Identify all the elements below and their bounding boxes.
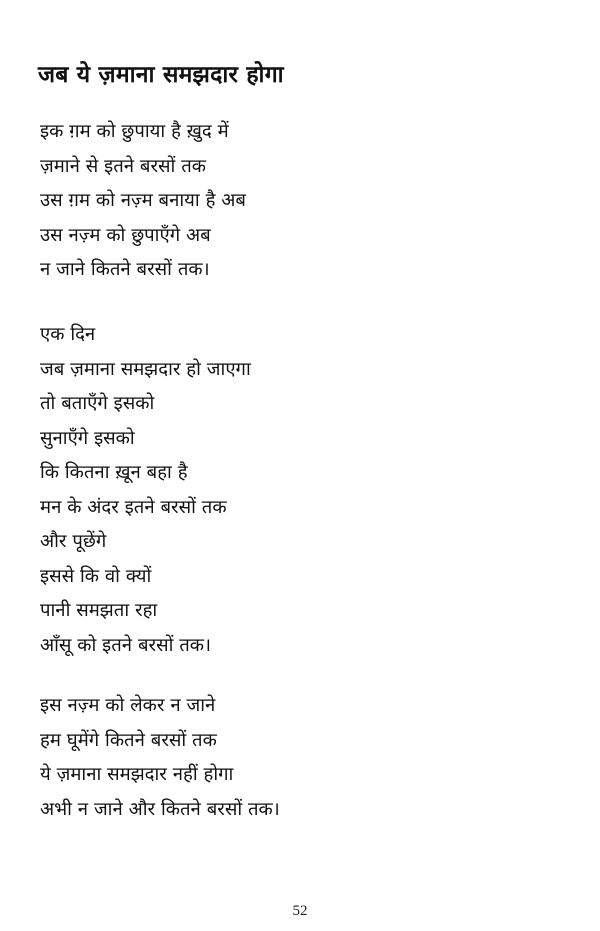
poem-line: ये ज़माना समझदार नहीं होगा [40,764,234,785]
poem-line: तो बताएँगे इसको [40,393,155,414]
poem-line: न जाने कितने बरसों तक। [40,259,210,280]
stanza-1 [40,115,246,288]
poem-line: इक ग़म को छुपाया है ख़ुद में [40,121,229,142]
poem-line: अभी न जाने और कितने बरसों तक। [40,798,280,820]
poem-line: इससे कि वो क्यों [40,565,152,587]
poem-line: मन के अंदर इतने बरसों तक [40,496,227,518]
stanza-3 [40,689,280,827]
poem-line: ज़माने से इतने बरसों तक [40,155,206,177]
poem-line: और पूछेंगे [40,531,107,552]
poem-line: इस नज़्म को लेकर न जाने [40,695,216,716]
poem-line: जब ज़माना समझदार हो जाएगा [40,358,251,380]
poem-line: हम घूमेंगे कितने बरसों तक [40,729,217,751]
poem-line: आँसू को इतने बरसों तक। [40,634,212,656]
poem-line: उस ग़म को नज़्म बनाया है अब [40,190,246,211]
poem-title: जब ये ज़माना समझदार होगा [38,62,284,89]
poem-line: पानी समझता रहा [40,600,158,621]
stanza-2 [40,318,251,663]
poem-line: सुनाएँगे इसको [40,427,135,449]
poem-line: एक दिन [40,324,96,345]
page-number: 52 [292,903,308,919]
poem-line: उस नज़्म को छुपाएँगे अब [40,224,211,246]
poem-line: कि कितना ख़ून बहा है [40,462,188,483]
